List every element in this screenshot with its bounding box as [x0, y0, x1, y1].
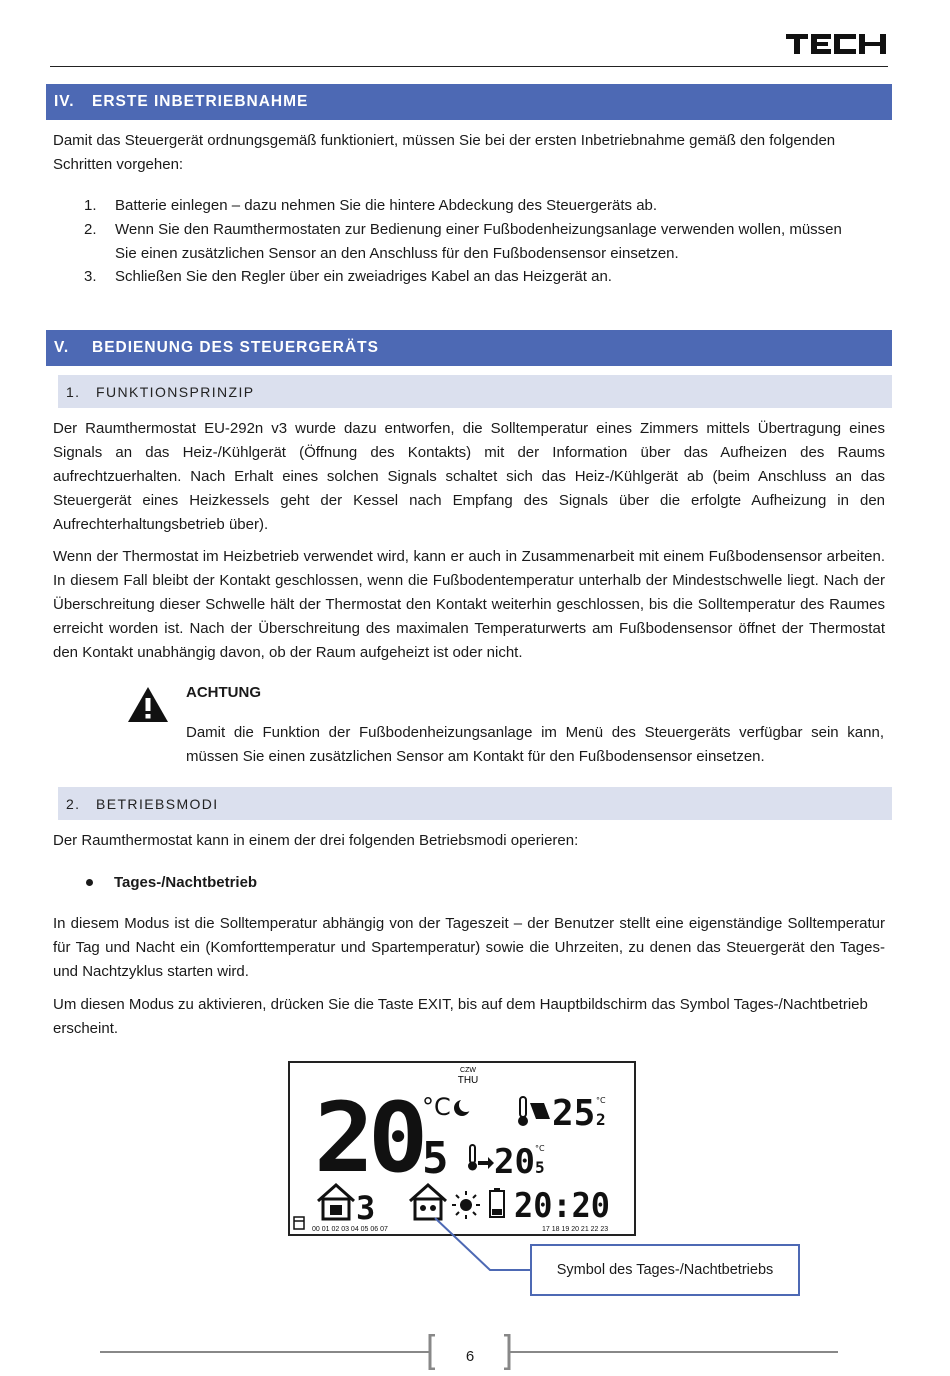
main-temperature-decimal: 5 — [422, 1133, 449, 1184]
warning-text: Damit die Funktion der Fußbodenheizungsanlage im Menü des Steuergeräts verfügbar sein kann, müssen Sie einen zusätzlichen Sensor am Kontakt für den Fußbodensensor einsetzen. — [186, 724, 884, 765]
main-unit: °C — [422, 1093, 451, 1121]
thermostat-display — [288, 1061, 636, 1236]
paragraph-mode-activation: Um diesen Modus zu aktivieren, drücken Sie die Taste EXIT, bis auf dem Hauptbildschirm das Symbol Tages-/Nachtbetrieb erscheint. — [53, 996, 868, 1037]
set-temperature-icon — [468, 1145, 494, 1171]
subsection-header-2 — [58, 787, 892, 820]
step-number: 3. — [84, 268, 97, 285]
subsection-title: BETRIEBSMODI — [96, 795, 219, 812]
intro-line-1: Damit das Steuergerät ordnungsgemäß funktioniert, müssen Sie bei der ersten Inbetriebnahme gemäß den folgenden — [53, 132, 836, 149]
main-temperature: 20 — [314, 1082, 424, 1194]
footer-rule-left — [100, 1351, 430, 1353]
intro-line-2: Schritten vorgehen: — [53, 156, 184, 173]
day-label-pl: CZW — [460, 1067, 476, 1074]
floor-temperature: 25 — [552, 1093, 596, 1134]
paragraph-function-2: Wenn der Thermostat im Heizbetrieb verwendet wird, kann er auch in Zusammenarbeit mit einem Fußbodensensor arbeiten. In diesem Fall bleibt der Kontakt geschlossen, wenn die Fußbodentemperatur unterhalb der Mindestschwelle liegt. Nach der Überschreitung dieser Schwelle hält der Thermostat den Kontakt weiterhin geschlossen, bis die Solltemperatur des Raumes erreicht worden ist. Nach der Überschreitung des maximalen Temperaturwerts am Fußbodensensor öffnet der Thermostat den Kontakt unabhängig davon, ob der Raum aufgeheizt ist oder nicht. — [53, 548, 885, 661]
subsection-header-1 — [58, 375, 892, 408]
callout-label: Symbol des Tages-/Nachtbetriebs — [530, 1244, 800, 1296]
battery-icon — [490, 1188, 504, 1217]
section-title: ERSTE INBETRIEBNAHME — [92, 93, 309, 110]
subsection-number: 1. — [66, 383, 81, 400]
floor-temperature-decimal: 2 — [596, 1110, 606, 1129]
floor-thermometer-icon — [518, 1097, 550, 1126]
set-temperature-decimal: 5 — [535, 1158, 545, 1177]
floor-unit: °C — [596, 1096, 606, 1105]
hour-scale-right: 17 18 19 20 21 22 23 — [542, 1226, 609, 1233]
warning-title: ACHTUNG — [186, 684, 261, 701]
subsection-number: 2. — [66, 795, 81, 812]
step-text: Batterie einlegen – dazu nehmen Sie die hintere Abdeckung des Steuergeräts ab. — [115, 197, 658, 214]
tech-logo — [786, 32, 886, 56]
paragraph-mode-description: In diesem Modus ist die Solltemperatur abhängig von der Tageszeit – der Benutzer stellt eine eigenständige Solltemperatur für Tag und Nacht ein (Komforttemperatur und Spartemperatur) sowie die Uhrzeiten, zu denen das Steuergerät den Tages- und Nachtzyklus starten wird. — [53, 915, 885, 980]
section-header-v — [46, 330, 892, 366]
section-number: IV. — [54, 93, 75, 110]
step-text-cont: Sie einen zusätzlichen Sensor an den Anschluss für den Fußbodensensor einsetzen. — [115, 245, 679, 262]
footer-rule-right — [508, 1351, 838, 1353]
bullet-marker — [86, 879, 93, 886]
step-text: Schließen Sie den Regler über ein zweiadriges Kabel an das Heizgerät an. — [115, 268, 612, 285]
section-number: V. — [54, 339, 70, 356]
subsection-title: FUNKTIONSPRINZIP — [96, 383, 255, 400]
step-number: 1. — [84, 197, 97, 214]
calendar-icon — [294, 1217, 304, 1229]
section-header-iv — [46, 84, 892, 120]
header-rule — [50, 66, 888, 67]
set-unit: °C — [535, 1144, 545, 1153]
sun-icon — [452, 1191, 480, 1219]
bullet-day-night: Tages-/Nachtbetrieb — [114, 874, 258, 891]
step-number: 2. — [84, 221, 97, 238]
paragraph-function-1: Der Raumthermostat EU-292n v3 wurde dazu entworfen, die Solltemperatur eines Zimmers mittels Übertragung eines Signals an das Heiz-/Kühlgerät (Öffnung des Kontakts) mit der Information über das Aufheizen des Raums aufrechtzuerhalten. Nach Erhalt eines solchen Signals schaltet sich das Heiz-/Kühlgerät ab (beim Anschluss an das Steuergerät eines Heizkessels geht der Kessel nach Empfang des Signals über die erfolgte Aufheizung in den Aufrechterhaltungsbetrieb über). — [53, 420, 885, 533]
modes-intro: Der Raumthermostat kann in einem der drei folgenden Betriebsmodi operieren: — [53, 832, 579, 849]
clock-display: 20:20 — [514, 1186, 610, 1226]
hour-scale-left: 00 01 02 03 04 05 06 07 — [312, 1226, 388, 1233]
section-title: BEDIENUNG DES STEUERGERÄTS — [92, 339, 379, 356]
page-number: 6 — [465, 1348, 475, 1365]
program-number: 3 — [356, 1189, 376, 1227]
warning-icon — [127, 686, 169, 723]
footer-bracket-right — [503, 1334, 513, 1370]
footer-bracket-left — [426, 1334, 436, 1370]
step-text: Wenn Sie den Raumthermostaten zur Bedienung einer Fußbodenheizungsanlage verwenden wollen, müssen — [115, 221, 842, 238]
moon-icon — [454, 1098, 473, 1116]
set-temperature: 20 — [494, 1142, 535, 1182]
day-label-en: THU — [457, 1075, 479, 1086]
